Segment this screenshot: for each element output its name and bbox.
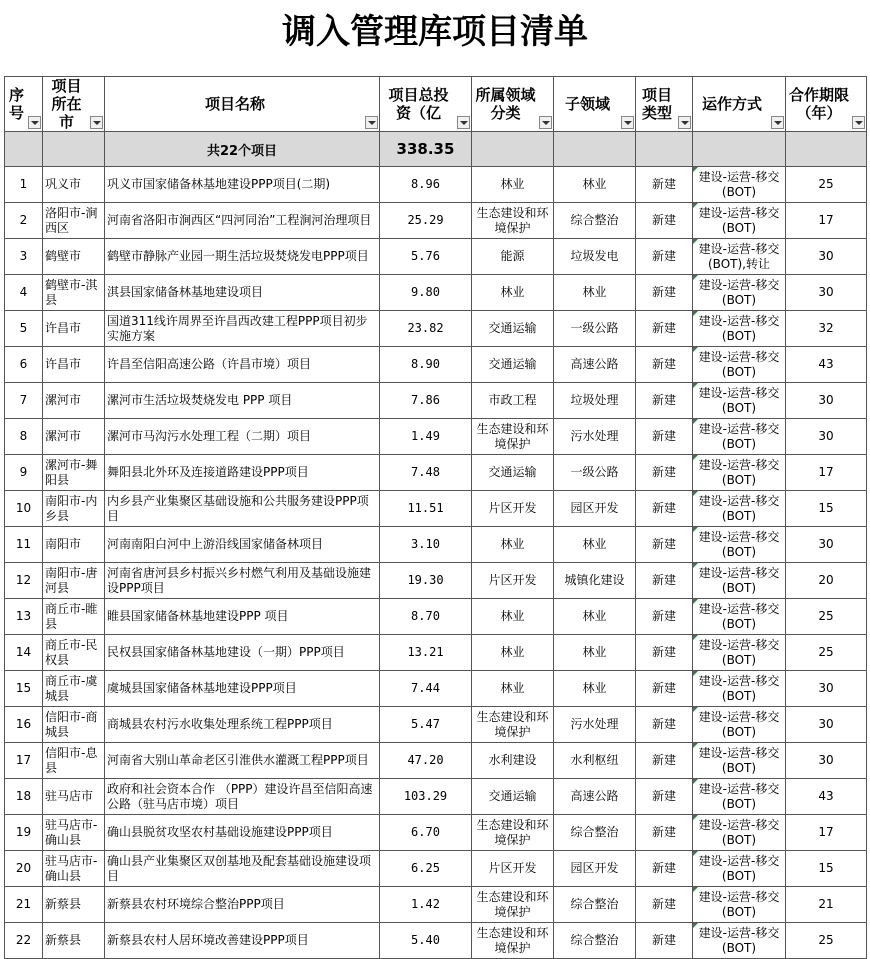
table-row [5, 887, 867, 923]
row-number: 6 [5, 347, 43, 383]
row-project-name: 舞阳县北外环及连接道路建设PPP项目 [105, 455, 380, 491]
row-project-name: 虞城县国家储备林基地建设PPP项目 [105, 671, 380, 707]
row-number: 9 [5, 455, 43, 491]
row-city: 信阳市-商城县 [43, 707, 105, 743]
row-term: 15 [786, 851, 867, 887]
comment-marker-icon [693, 527, 698, 532]
row-city: 南阳市 [43, 527, 105, 563]
row-city: 新蔡县 [43, 923, 105, 959]
row-field: 林业 [472, 527, 554, 563]
row-project-name: 确山县产业集聚区双创基地及配套基础设施建设项目 [105, 851, 380, 887]
row-city: 新蔡县 [43, 887, 105, 923]
row-subfield: 垃圾处理 [554, 383, 636, 419]
table-row [5, 347, 867, 383]
row-type: 新建 [636, 635, 693, 671]
header-cell: 项目所在市 [43, 77, 105, 132]
row-type: 新建 [636, 419, 693, 455]
row-city: 商丘市-睢县 [43, 599, 105, 635]
comment-marker-icon [693, 707, 698, 712]
row-type: 新建 [636, 599, 693, 635]
table-row [5, 167, 867, 203]
row-field: 林业 [472, 275, 554, 311]
row-investment: 6.25 [380, 851, 472, 887]
row-city: 漯河市 [43, 383, 105, 419]
row-subfield: 污水处理 [554, 707, 636, 743]
row-number: 12 [5, 563, 43, 599]
row-city: 驻马店市-确山县 [43, 815, 105, 851]
row-project-name: 国道311线许周界至许昌西改建工程PPP项目初步实施方案 [105, 311, 380, 347]
comment-marker-icon [693, 923, 698, 928]
comment-marker-icon [693, 671, 698, 676]
row-subfield: 水利枢纽 [554, 743, 636, 779]
summary-row [5, 132, 867, 167]
row-number: 8 [5, 419, 43, 455]
row-type: 新建 [636, 887, 693, 923]
row-mode: 建设-运营-移交(BOT) [693, 383, 786, 419]
row-type: 新建 [636, 671, 693, 707]
row-investment: 47.20 [380, 743, 472, 779]
comment-marker-icon [693, 383, 698, 388]
row-project-name: 确山县脱贫攻坚农村基础设施建设PPP项目 [105, 815, 380, 851]
row-mode: 建设-运营-移交(BOT) [693, 311, 786, 347]
row-project-name: 新蔡县农村人居环境改善建设PPP项目 [105, 923, 380, 959]
row-project-name: 河南省唐河县乡村振兴乡村燃气利用及基础设施建设PPP项目 [105, 563, 380, 599]
comment-marker-icon [693, 779, 698, 784]
row-field: 林业 [472, 167, 554, 203]
row-subfield: 林业 [554, 527, 636, 563]
row-project-name: 许昌至信阳高速公路（许昌市境）项目 [105, 347, 380, 383]
header-cell: 运作方式 [693, 77, 786, 132]
table-row [5, 419, 867, 455]
row-city: 驻马店市-确山县 [43, 851, 105, 887]
row-investment: 1.49 [380, 419, 472, 455]
comment-marker-icon [693, 455, 698, 460]
row-investment: 13.21 [380, 635, 472, 671]
row-subfield: 林业 [554, 275, 636, 311]
header-cell: 子领域 [554, 77, 636, 132]
row-investment: 9.80 [380, 275, 472, 311]
filter-dropdown-icon[interactable] [28, 116, 41, 129]
row-number: 10 [5, 491, 43, 527]
summary-total: 338.35 [380, 132, 472, 167]
row-subfield: 城镇化建设 [554, 563, 636, 599]
row-subfield: 林业 [554, 167, 636, 203]
row-subfield: 综合整治 [554, 815, 636, 851]
row-term: 25 [786, 635, 867, 671]
row-mode: 建设-运营-移交(BOT) [693, 563, 786, 599]
row-number: 19 [5, 815, 43, 851]
row-city: 鹤壁市 [43, 239, 105, 275]
row-number: 11 [5, 527, 43, 563]
row-term: 25 [786, 923, 867, 959]
comment-marker-icon [693, 815, 698, 820]
row-number: 7 [5, 383, 43, 419]
row-number: 18 [5, 779, 43, 815]
table-row [5, 311, 867, 347]
row-subfield: 高速公路 [554, 779, 636, 815]
row-type: 新建 [636, 491, 693, 527]
row-term: 17 [786, 455, 867, 491]
row-number: 3 [5, 239, 43, 275]
row-number: 1 [5, 167, 43, 203]
row-type: 新建 [636, 203, 693, 239]
row-mode: 建设-运营-移交(BOT) [693, 707, 786, 743]
row-investment: 5.76 [380, 239, 472, 275]
row-field: 林业 [472, 635, 554, 671]
table-row [5, 203, 867, 239]
row-mode: 建设-运营-移交(BOT) [693, 527, 786, 563]
row-project-name: 政府和社会资本合作 （PPP）建设许昌至信阳高速公路（驻马店市境）项目 [105, 779, 380, 815]
row-project-name: 民权县国家储备林基地建设（一期）PPP项目 [105, 635, 380, 671]
row-term: 17 [786, 203, 867, 239]
row-mode: 建设-运营-移交(BOT) [693, 779, 786, 815]
table-row [5, 851, 867, 887]
comment-marker-icon [693, 167, 698, 172]
row-term: 30 [786, 239, 867, 275]
row-mode: 建设-运营-移交(BOT) [693, 851, 786, 887]
row-city: 南阳市-内乡县 [43, 491, 105, 527]
row-field: 生态建设和环境保护 [472, 419, 554, 455]
row-field: 生态建设和环境保护 [472, 707, 554, 743]
row-project-name: 鹤壁市静脉产业园一期生活垃圾焚烧发电PPP项目 [105, 239, 380, 275]
row-field: 生态建设和环境保护 [472, 887, 554, 923]
row-type: 新建 [636, 455, 693, 491]
row-city: 漯河市-舞阳县 [43, 455, 105, 491]
page-title: 调入管理库项目清单 [282, 12, 588, 52]
row-field: 生态建设和环境保护 [472, 815, 554, 851]
row-type: 新建 [636, 851, 693, 887]
header-cell: 所属领域分类 [472, 77, 554, 132]
row-type: 新建 [636, 779, 693, 815]
row-subfield: 一级公路 [554, 455, 636, 491]
comment-marker-icon [693, 203, 698, 208]
row-investment: 7.48 [380, 455, 472, 491]
row-type: 新建 [636, 311, 693, 347]
row-mode: 建设-运营-移交(BOT),转让 [693, 239, 786, 275]
header-row [5, 77, 867, 132]
row-number: 14 [5, 635, 43, 671]
row-field: 生态建设和环境保护 [472, 923, 554, 959]
row-term: 20 [786, 563, 867, 599]
row-project-name: 内乡县产业集聚区基础设施和公共服务建设PPP项目 [105, 491, 380, 527]
row-city: 洛阳市-涧西区 [43, 203, 105, 239]
row-mode: 建设-运营-移交(BOT) [693, 887, 786, 923]
header-cell: 项目名称 [105, 77, 380, 132]
row-project-name: 巩义市国家储备林基地建设PPP项目(二期) [105, 167, 380, 203]
table-row [5, 455, 867, 491]
row-type: 新建 [636, 707, 693, 743]
comment-marker-icon [693, 563, 698, 568]
row-term: 30 [786, 743, 867, 779]
row-field: 交通运输 [472, 311, 554, 347]
row-investment: 7.44 [380, 671, 472, 707]
row-number: 21 [5, 887, 43, 923]
row-city: 巩义市 [43, 167, 105, 203]
summary-label: 共22个项目 [105, 132, 380, 167]
comment-marker-icon [693, 419, 698, 424]
row-type: 新建 [636, 743, 693, 779]
row-subfield: 林业 [554, 635, 636, 671]
row-mode: 建设-运营-移交(BOT) [693, 455, 786, 491]
row-mode: 建设-运营-移交(BOT) [693, 599, 786, 635]
filter-dropdown-icon[interactable] [539, 116, 552, 129]
row-investment: 8.90 [380, 347, 472, 383]
row-term: 30 [786, 671, 867, 707]
row-type: 新建 [636, 923, 693, 959]
row-subfield: 园区开发 [554, 851, 636, 887]
row-type: 新建 [636, 815, 693, 851]
table-row [5, 923, 867, 959]
row-number: 22 [5, 923, 43, 959]
filter-dropdown-icon[interactable] [90, 116, 103, 129]
row-city: 商丘市-民权县 [43, 635, 105, 671]
comment-marker-icon [693, 887, 698, 892]
row-project-name: 淇县国家储备林基地建设项目 [105, 275, 380, 311]
row-field: 片区开发 [472, 563, 554, 599]
row-type: 新建 [636, 239, 693, 275]
row-city: 商丘市-虞城县 [43, 671, 105, 707]
row-project-name: 河南南阳白河中上游沿线国家储备林项目 [105, 527, 380, 563]
table-row [5, 671, 867, 707]
row-mode: 建设-运营-移交(BOT) [693, 275, 786, 311]
row-term: 43 [786, 347, 867, 383]
header-cell: 项目类型 [636, 77, 693, 132]
row-number: 16 [5, 707, 43, 743]
row-term: 43 [786, 779, 867, 815]
row-investment: 6.70 [380, 815, 472, 851]
comment-marker-icon [693, 599, 698, 604]
row-mode: 建设-运营-移交(BOT) [693, 203, 786, 239]
row-city: 驻马店市 [43, 779, 105, 815]
table-row [5, 491, 867, 527]
filter-dropdown-icon[interactable] [852, 116, 865, 129]
row-mode: 建设-运营-移交(BOT) [693, 419, 786, 455]
row-investment: 1.42 [380, 887, 472, 923]
row-mode: 建设-运营-移交(BOT) [693, 671, 786, 707]
table-row [5, 275, 867, 311]
row-term: 21 [786, 887, 867, 923]
table-row [5, 779, 867, 815]
comment-marker-icon [693, 275, 698, 280]
row-subfield: 垃圾发电 [554, 239, 636, 275]
row-subfield: 林业 [554, 599, 636, 635]
row-city: 许昌市 [43, 347, 105, 383]
table-row [5, 815, 867, 851]
row-subfield: 综合整治 [554, 923, 636, 959]
row-project-name: 漯河市马沟污水处理工程（二期）项目 [105, 419, 380, 455]
row-term: 30 [786, 527, 867, 563]
row-type: 新建 [636, 275, 693, 311]
row-investment: 8.96 [380, 167, 472, 203]
row-investment: 5.47 [380, 707, 472, 743]
row-project-name: 商城县农村污水收集处理系统工程PPP项目 [105, 707, 380, 743]
row-term: 25 [786, 599, 867, 635]
row-subfield: 园区开发 [554, 491, 636, 527]
row-type: 新建 [636, 383, 693, 419]
row-term: 32 [786, 311, 867, 347]
row-subfield: 综合整治 [554, 887, 636, 923]
row-mode: 建设-运营-移交(BOT) [693, 743, 786, 779]
row-investment: 7.86 [380, 383, 472, 419]
filter-dropdown-icon[interactable] [365, 116, 378, 129]
row-mode: 建设-运营-移交(BOT) [693, 635, 786, 671]
row-number: 13 [5, 599, 43, 635]
row-term: 30 [786, 275, 867, 311]
row-city: 漯河市 [43, 419, 105, 455]
row-subfield: 综合整治 [554, 203, 636, 239]
filter-dropdown-icon[interactable] [771, 116, 784, 129]
row-investment: 11.51 [380, 491, 472, 527]
comment-marker-icon [693, 743, 698, 748]
table-row [5, 743, 867, 779]
row-field: 林业 [472, 599, 554, 635]
row-field: 水利建设 [472, 743, 554, 779]
row-project-name: 睢县国家储备林基地建设PPP 项目 [105, 599, 380, 635]
row-field: 交通运输 [472, 455, 554, 491]
comment-marker-icon [693, 239, 698, 244]
row-number: 15 [5, 671, 43, 707]
table-row [5, 563, 867, 599]
row-city: 鹤壁市-淇县 [43, 275, 105, 311]
comment-marker-icon [693, 311, 698, 316]
row-field: 林业 [472, 671, 554, 707]
header-cell: 序号 [5, 77, 43, 132]
row-project-name: 新蔡县农村环境综合整治PPP项目 [105, 887, 380, 923]
row-term: 30 [786, 383, 867, 419]
header-cell: 合作期限（年） [786, 77, 867, 132]
row-mode: 建设-运营-移交(BOT) [693, 491, 786, 527]
row-number: 4 [5, 275, 43, 311]
row-number: 20 [5, 851, 43, 887]
row-investment: 5.40 [380, 923, 472, 959]
table-row [5, 707, 867, 743]
row-mode: 建设-运营-移交(BOT) [693, 347, 786, 383]
row-subfield: 林业 [554, 671, 636, 707]
row-subfield: 污水处理 [554, 419, 636, 455]
table-row [5, 239, 867, 275]
row-number: 5 [5, 311, 43, 347]
row-subfield: 一级公路 [554, 311, 636, 347]
row-field: 生态建设和环境保护 [472, 203, 554, 239]
row-project-name: 河南省大别山革命老区引淮供水灌溉工程PPP项目 [105, 743, 380, 779]
row-investment: 23.82 [380, 311, 472, 347]
row-subfield: 高速公路 [554, 347, 636, 383]
row-investment: 3.10 [380, 527, 472, 563]
row-mode: 建设-运营-移交(BOT) [693, 923, 786, 959]
row-field: 交通运输 [472, 347, 554, 383]
header-cell: 项目总投资（亿 [380, 77, 472, 132]
table-row [5, 635, 867, 671]
row-field: 交通运输 [472, 779, 554, 815]
comment-marker-icon [693, 635, 698, 640]
row-investment: 19.30 [380, 563, 472, 599]
row-type: 新建 [636, 167, 693, 203]
row-investment: 8.70 [380, 599, 472, 635]
row-city: 信阳市-息县 [43, 743, 105, 779]
row-project-name: 漯河市生活垃圾焚烧发电 PPP 项目 [105, 383, 380, 419]
row-type: 新建 [636, 347, 693, 383]
row-term: 15 [786, 491, 867, 527]
row-city: 许昌市 [43, 311, 105, 347]
comment-marker-icon [693, 851, 698, 856]
row-term: 25 [786, 167, 867, 203]
row-term: 17 [786, 815, 867, 851]
comment-marker-icon [693, 491, 698, 496]
row-field: 片区开发 [472, 491, 554, 527]
row-project-name: 河南省洛阳市涧西区“四河同治”工程涧河治理项目 [105, 203, 380, 239]
row-mode: 建设-运营-移交(BOT) [693, 167, 786, 203]
filter-dropdown-icon[interactable] [621, 116, 634, 129]
table-row [5, 527, 867, 563]
row-type: 新建 [636, 563, 693, 599]
row-term: 30 [786, 419, 867, 455]
comment-marker-icon [693, 347, 698, 352]
row-type: 新建 [636, 527, 693, 563]
row-investment: 25.29 [380, 203, 472, 239]
table-row [5, 599, 867, 635]
row-field: 片区开发 [472, 851, 554, 887]
row-term: 30 [786, 707, 867, 743]
table-row [5, 383, 867, 419]
row-number: 17 [5, 743, 43, 779]
project-table [4, 76, 867, 959]
row-investment: 103.29 [380, 779, 472, 815]
row-mode: 建设-运营-移交(BOT) [693, 815, 786, 851]
row-number: 2 [5, 203, 43, 239]
row-field: 市政工程 [472, 383, 554, 419]
row-city: 南阳市-唐河县 [43, 563, 105, 599]
filter-dropdown-icon[interactable] [457, 116, 470, 129]
filter-dropdown-icon[interactable] [678, 116, 691, 129]
row-field: 能源 [472, 239, 554, 275]
